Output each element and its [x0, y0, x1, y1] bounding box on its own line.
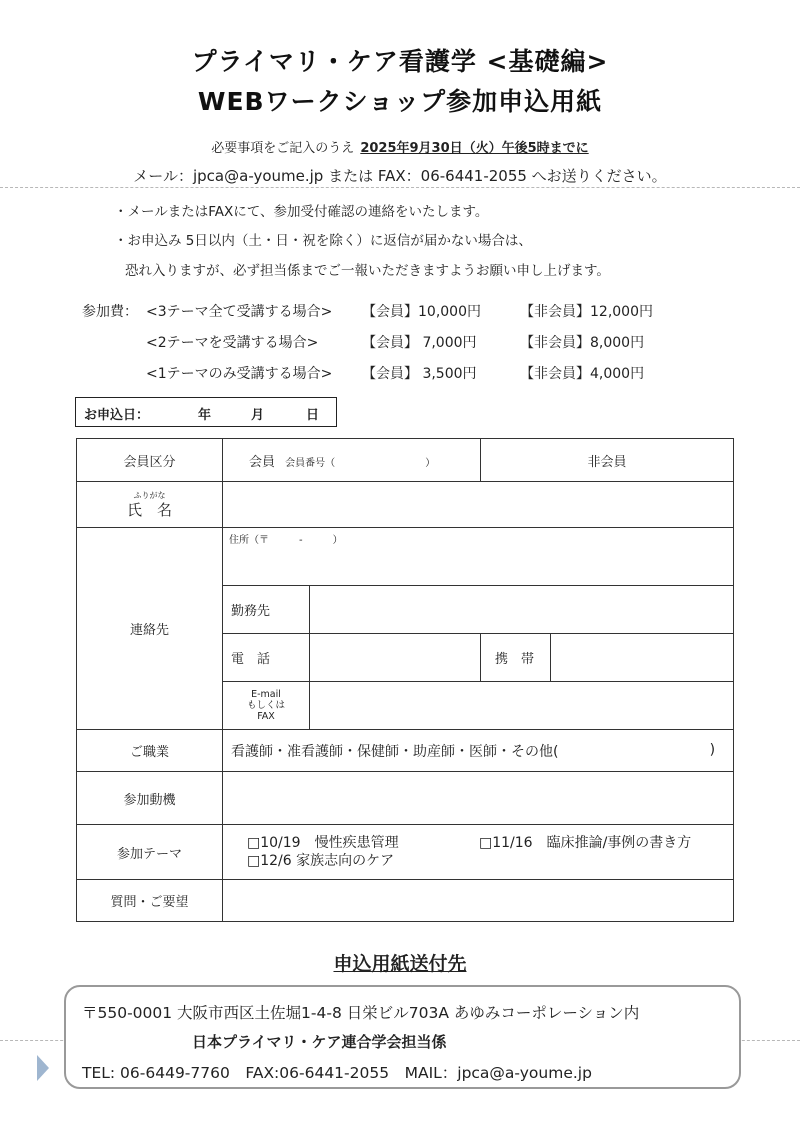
- occupation-close: ): [709, 742, 716, 758]
- theme-option-1019[interactable]: □10/19 慢性疾患管理: [247, 835, 399, 851]
- email-label: E-mail: [251, 689, 281, 700]
- row-address: [77, 528, 734, 586]
- form-title-line1: プライマリ・ケア看護学 <基礎編>: [191, 47, 609, 76]
- row-membership: [77, 439, 734, 482]
- row-motivation: [77, 772, 734, 825]
- membership-label: 会員区分: [77, 439, 223, 482]
- email-or-label: もしくは: [246, 700, 285, 711]
- address-label: 住所（〒 - ）: [229, 535, 343, 546]
- fee-case-2: <2テーマを受講する場合>: [146, 335, 319, 351]
- occupation-field[interactable]: [223, 730, 734, 772]
- application-form-table: [76, 438, 734, 922]
- theme-option-1116[interactable]: □11/16 臨床推論/事例の書き方: [479, 835, 692, 851]
- fee-nonmember-1: 【非会員】12,000円: [520, 304, 653, 320]
- fee-member-1: 【会員】10,000円: [362, 304, 481, 320]
- mobile-field[interactable]: [551, 634, 734, 682]
- phone-field[interactable]: [310, 634, 481, 682]
- email-field[interactable]: [310, 682, 734, 730]
- month-label: 月: [251, 408, 265, 423]
- year-label: 年: [198, 408, 212, 423]
- deadline-text: [0, 137, 800, 156]
- fee-case-1: <3テーマ全て受講する場合>: [146, 304, 333, 320]
- member-number-close: ）: [425, 457, 436, 469]
- row-questions: [77, 880, 734, 922]
- fee-member-3: 【会員】 3,500円: [362, 366, 477, 382]
- theme-option-126[interactable]: □12/6 家族志向のケア: [247, 853, 395, 869]
- phone-label: 電 話: [223, 634, 310, 682]
- form-title-line2: WEBワークショップ参加申込用紙: [197, 87, 603, 116]
- motivation-label: 参加動機: [77, 772, 223, 825]
- name-field[interactable]: [223, 482, 734, 528]
- destination-box: [64, 985, 741, 1089]
- workplace-field[interactable]: [310, 586, 734, 634]
- occupation-label: ご職業: [77, 730, 223, 772]
- row-occupation: [77, 730, 734, 772]
- occupation-options: 看護師・准看護師・保健師・助産師・医師・その他(: [231, 743, 559, 760]
- questions-label: 質問・ご要望: [77, 880, 223, 922]
- member-option: 会員: [249, 454, 276, 470]
- contact-label: 連絡先: [77, 528, 223, 730]
- theme-field: [223, 825, 734, 880]
- row-name: [77, 482, 734, 528]
- member-cell[interactable]: [223, 439, 481, 482]
- dashed-divider-top: [0, 187, 800, 188]
- workplace-label: 勤務先: [223, 586, 310, 634]
- furigana-label: ふりがな: [133, 490, 166, 500]
- fax-label: FAX: [257, 711, 275, 722]
- name-label-cell: [77, 482, 223, 528]
- destination-title: 申込用紙送付先: [333, 953, 467, 975]
- deadline-date: 2025年9月30日（火）午後5時までに: [360, 141, 589, 156]
- application-date-box[interactable]: [75, 397, 337, 427]
- fee-member-2: 【会員】 7,000円: [362, 335, 477, 351]
- note-3: 恐れ入りますが、必ず担当係までご一報いただきますようお願い申し上げます。: [125, 263, 610, 279]
- name-label: 氏 名: [126, 500, 172, 519]
- destination-contacts: TEL: 06-6449-7760 FAX:06-6441-2055 MAIL：jpca@a-youme.jp: [82, 1064, 592, 1082]
- fee-case-3: <1テーマのみ受講する場合>: [146, 366, 333, 382]
- row-theme: [77, 825, 734, 880]
- triangle-marker-icon: [37, 1055, 49, 1081]
- application-date-label: お申込日：: [84, 408, 150, 423]
- member-number-label: 会員番号（: [285, 457, 336, 469]
- destination-organization: 日本プライマリ・ケア連合学会担当係: [192, 1033, 447, 1051]
- note-1: ・メールまたはFAXにて、参加受付確認の連絡をいたします。: [114, 204, 489, 220]
- email-label-cell: [223, 682, 310, 730]
- day-label: 日: [306, 408, 320, 423]
- fee-nonmember-2: 【非会員】8,000円: [520, 335, 645, 351]
- motivation-field[interactable]: [223, 772, 734, 825]
- fee-nonmember-3: 【非会員】4,000円: [520, 366, 645, 382]
- send-instructions: メール：jpca@a-youme.jp または FAX：06-6441-2055 へお送りください。: [133, 167, 667, 185]
- questions-field[interactable]: [223, 880, 734, 922]
- fee-label: 参加費：: [82, 304, 138, 320]
- destination-address: 〒550-0001 大阪市西区土佐堀1-4-8 日栄ビル703A あゆみコーポレーション内: [82, 1004, 640, 1022]
- nonmember-option[interactable]: 非会員: [481, 439, 734, 482]
- mobile-label: 携 帯: [481, 634, 551, 682]
- note-2: ・お申込み 5日以内（土・日・祝を除く）に返信が届かない場合は、: [114, 233, 532, 249]
- theme-label: 参加テーマ: [77, 825, 223, 880]
- deadline-prefix: 必要事項をご記入のうえ: [211, 141, 355, 156]
- address-field[interactable]: [223, 528, 734, 586]
